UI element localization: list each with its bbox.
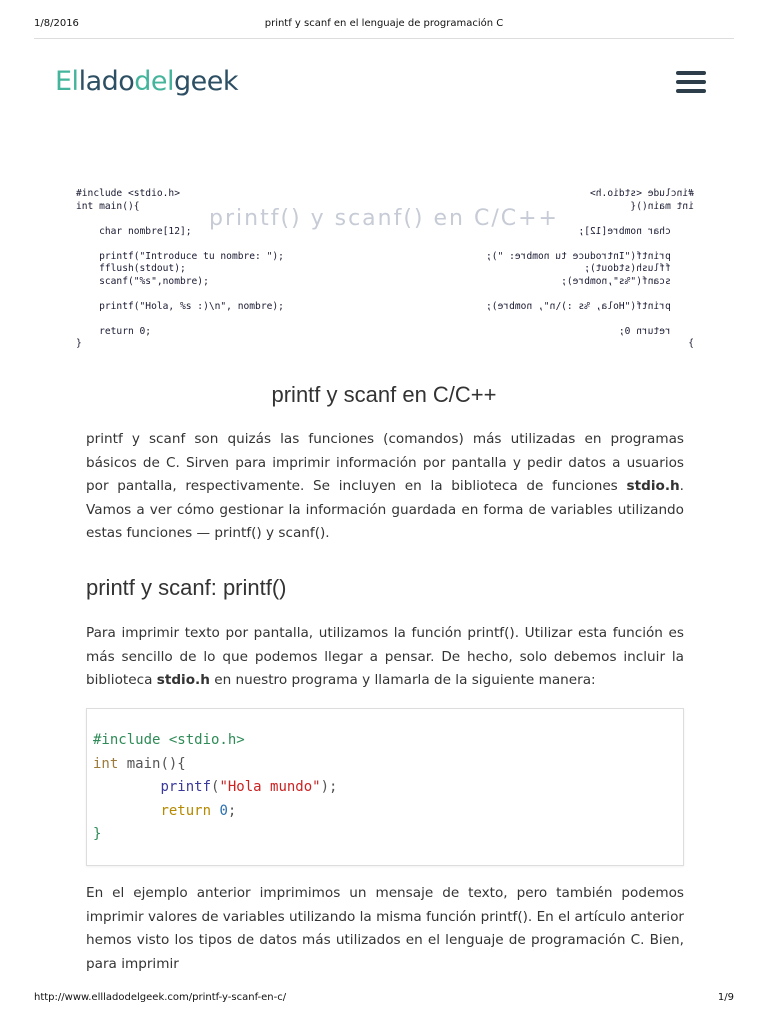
featured-code-line: [76, 238, 284, 251]
code-printf: printf: [160, 779, 212, 795]
code-paren-open: (: [211, 779, 220, 795]
code-number: 0: [219, 802, 228, 819]
featured-code-line: fflush(stdout);: [584, 263, 694, 274]
intro-paragraph: [86, 428, 684, 546]
featured-code-line: #include <stdio.h>: [76, 188, 180, 199]
code-return: return: [160, 802, 212, 819]
intro-bold-library: stdio.h: [626, 478, 680, 494]
logo-part-lado: lado: [78, 66, 135, 97]
code-string: "Hola mundo": [219, 779, 321, 795]
site-logo[interactable]: [55, 66, 238, 97]
code-paren-close: );: [320, 779, 338, 795]
section-heading: printf y scanf: printf(): [86, 575, 287, 600]
featured-code-line: return 0;: [618, 325, 694, 337]
printf-bold-library: stdio.h: [156, 672, 210, 688]
menu-bar: [676, 89, 706, 93]
print-header: [34, 14, 734, 39]
print-url[interactable]: http://www.ellladodelgeek.com/printf-y-scanf-en-c/: [34, 992, 287, 1003]
featured-code-line: [76, 288, 284, 301]
featured-code-line: #include <stdio.h>: [590, 188, 694, 199]
featured-code-line: scanf("%s",nombre);: [561, 275, 694, 287]
example-paragraph: En el ejemplo anterior imprimimos un mensaje de texto, pero también podemos imprimir valores de variables utilizando la misma función printf(). En el artículo anterior hemos visto los tipos de datos más utilizados en el lenguaje de programación C. Bien, para imprimir: [86, 885, 684, 972]
featured-code-line: printf("Hola, %s :)\n", nombre);: [486, 300, 694, 312]
print-page-title: printf y scanf en el lenguaje de programación C: [264, 18, 504, 29]
featured-code-line: printf("Introduce tu nombre: ");: [486, 250, 694, 262]
logo-part-el: El: [55, 66, 79, 97]
featured-code-line: [486, 313, 694, 326]
code-include: #include <stdio.h>: [93, 732, 245, 748]
intro-text-end: . Vamos a ver cómo gestionar la información guardada en forma de variables utilizando estas funciones — printf() y scanf().: [86, 478, 684, 541]
featured-image: [64, 180, 704, 360]
code-semicolon: ;: [227, 802, 237, 819]
site-header: [0, 56, 768, 120]
printf-text-end: en nuestro programa y llamarla de la siguiente manera:: [209, 672, 596, 688]
featured-image-title: printf() y scanf() en C/C++: [209, 206, 559, 231]
printf-text: Para imprimir texto por pantalla, utilizamos la función printf(). Utilizar esta función es más sencillo de lo que podemos llegar a pensar. De hecho, solo debemos incluir la biblioteca: [86, 625, 684, 688]
featured-code-line: return 0;: [76, 325, 152, 337]
featured-code-line: int main(){: [76, 200, 140, 212]
featured-code-line: [76, 313, 284, 326]
featured-code-line: char nombre[12];: [578, 225, 694, 237]
featured-code-line: [486, 238, 694, 251]
featured-code-line: printf("Introduce tu nombre: ");: [76, 250, 284, 262]
logo-part-del: del: [134, 66, 175, 97]
featured-code-line: }: [688, 338, 694, 349]
logo-part-geek: geek: [174, 66, 239, 97]
code-listing: [93, 729, 337, 847]
menu-bar: [676, 80, 706, 84]
featured-code-line: }: [76, 338, 82, 349]
featured-code-line: char nombre[12];: [76, 225, 192, 237]
code-block[interactable]: [86, 708, 684, 866]
article-title: printf y scanf en C/C++: [271, 382, 497, 407]
intro-text: printf y scanf son quizás las funciones (comandos) más utilizadas en programas básicos de C. Sirven para imprimir información por pantalla y pedir datos a usuarios por pantalla, respectivamente. Se incluyen en la biblioteca de funciones: [86, 431, 684, 494]
printf-paragraph: [86, 622, 684, 693]
print-date: 1/8/2016: [34, 18, 79, 29]
hamburger-menu-icon[interactable]: [676, 69, 706, 95]
featured-code-line: [486, 288, 694, 301]
featured-code-line: fflush(stdout);: [76, 263, 186, 274]
featured-code-line: scanf("%s",nombre);: [76, 275, 209, 287]
menu-bar: [676, 71, 706, 75]
print-footer: [34, 992, 734, 1006]
code-close-brace: }: [93, 826, 102, 842]
featured-code-line: printf("Hola, %s :)\n", nombre);: [76, 300, 284, 312]
print-page-number: 1/9: [717, 992, 734, 1003]
code-main: main(){: [118, 755, 186, 772]
featured-code-line: int main(){: [630, 200, 694, 212]
code-type: int: [93, 755, 119, 772]
